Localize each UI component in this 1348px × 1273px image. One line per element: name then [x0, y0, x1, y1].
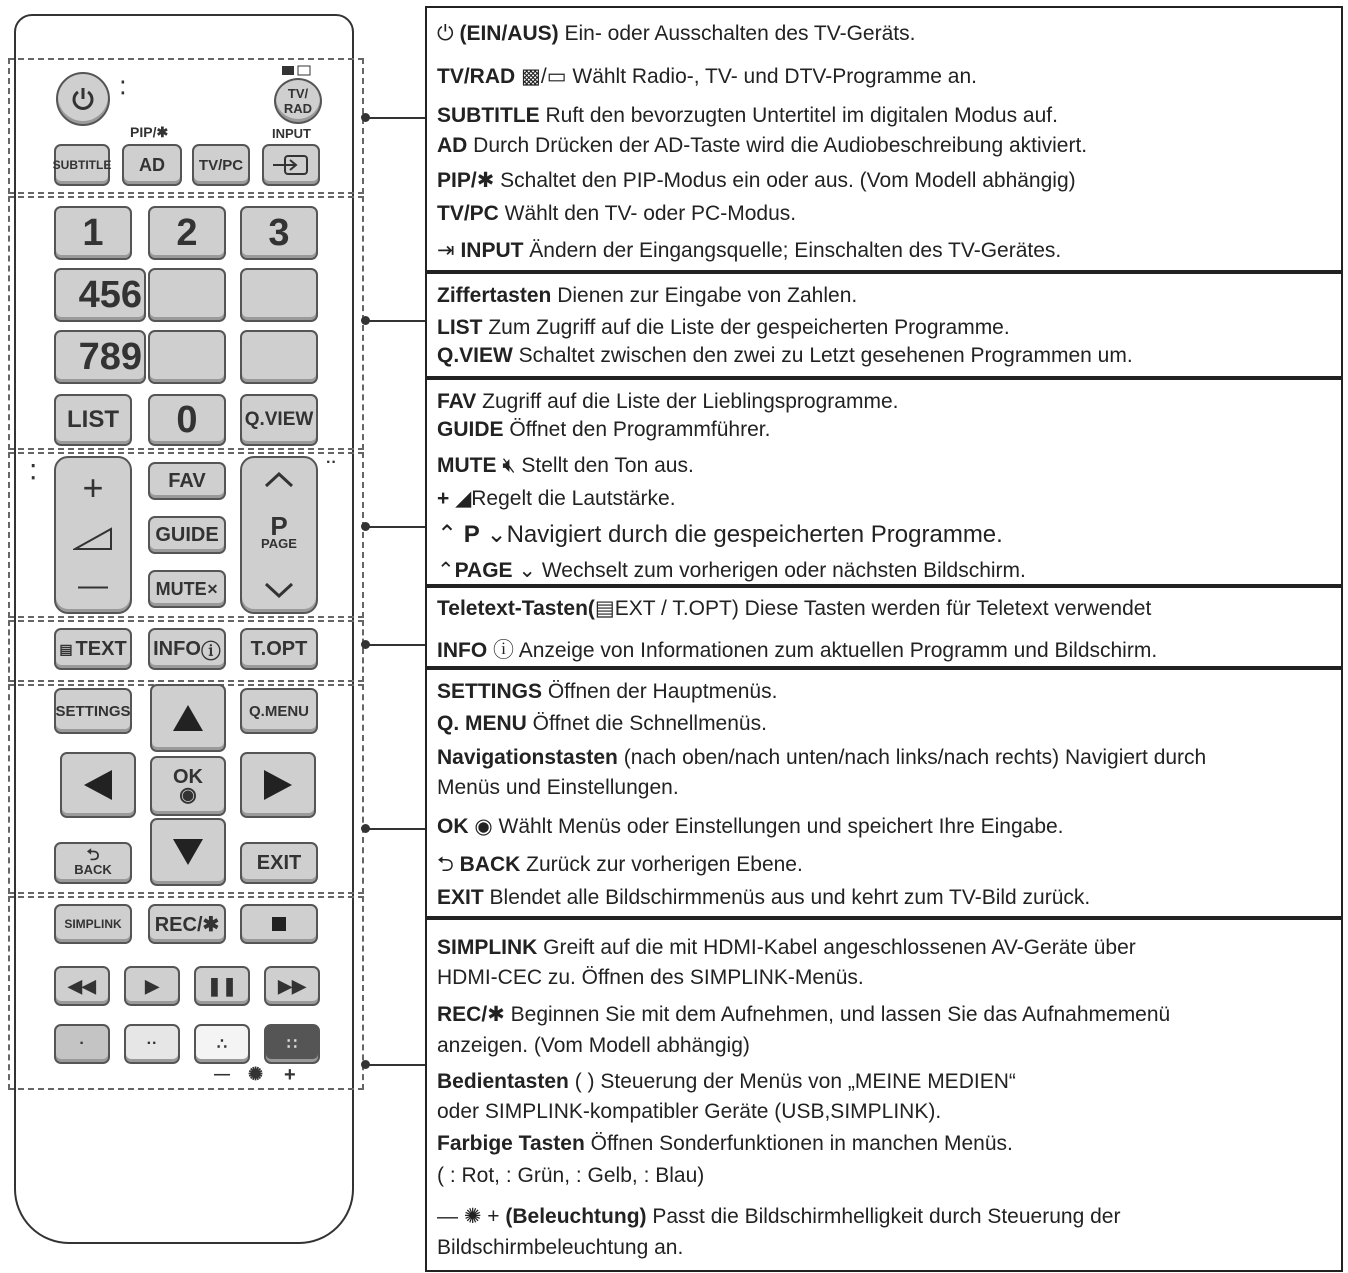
mute-button[interactable]: MUTE ✕	[148, 570, 226, 608]
arrow-left-icon	[82, 768, 114, 802]
mute-icon: 🔇︎	[502, 454, 516, 477]
desc-exit: EXIT Blendet alle Bildschirmmenüs aus und kehrt zum TV-Bild zurück.	[437, 886, 1091, 909]
digits-456-button[interactable]: 456	[54, 268, 146, 322]
tvrad-button[interactable]: TV/ RAD	[274, 78, 322, 124]
back-icon: ⮌	[437, 853, 454, 876]
qview-button[interactable]: Q.VIEW	[240, 394, 318, 446]
desc-ad: AD Durch Drücken der AD-Taste wird die Audiobeschreibung aktiviert.	[437, 134, 1088, 157]
desc-ok: OK ◉ Wählt Menüs oder Einstellungen und speichert Ihre Eingabe.	[437, 815, 1064, 838]
pause-button[interactable]	[194, 966, 250, 1006]
brightness-plus: +	[284, 1064, 296, 1086]
desc-list: LIST Zum Zugriff auf die Liste der gespeicherten Programme.	[437, 316, 1010, 339]
desc-simplink-cont: HDMI-CEC zu. Öffnen des SIMPLINK-Menüs.	[437, 966, 864, 989]
input-icon	[271, 154, 311, 176]
blue-dots-icon: ∷	[286, 1036, 298, 1053]
chevron-up-icon: ⌃	[437, 521, 458, 548]
rewind-icon: ◀◀	[68, 975, 96, 996]
chevron-down-icon: ⌄	[486, 521, 507, 548]
arrow-right-icon	[262, 768, 294, 802]
desc-nav-cont: Menüs und Einstellungen.	[437, 776, 679, 799]
leader-line-4	[366, 644, 426, 646]
desc-teletext: Teletext-Tasten(▤EXT / T.OPT) Diese Tasten werden für Teletext verwendet	[437, 597, 1152, 620]
arrow-up-icon	[171, 703, 205, 733]
brightness-icon: ✺	[248, 1064, 264, 1084]
ok-icon: ◉	[474, 815, 493, 838]
input-button[interactable]	[262, 144, 320, 186]
desc-guide: GUIDE Öffnet den Programmführer.	[437, 418, 771, 441]
desc-box-top	[425, 6, 1343, 272]
page-label: PAGE	[261, 535, 297, 551]
nav-down-button[interactable]	[150, 818, 226, 886]
digits-789-button[interactable]: 789	[54, 330, 146, 384]
text-button[interactable]: ▤ TEXT	[54, 628, 132, 670]
program-p-label: P	[270, 510, 288, 541]
desc-pip: PIP/✱ Schaltet den PIP-Modus ein oder aus. (Vom Modell abhängig)	[437, 169, 1076, 192]
rewind-button[interactable]	[54, 966, 110, 1006]
desc-playback-cont: oder SIMPLINK-kompatibler Geräte (USB,SIMPLINK).	[437, 1100, 942, 1123]
leader-line-6	[366, 1064, 426, 1066]
desc-color: Farbige Tasten Öffnen Sonderfunktionen in manchen Menüs.	[437, 1132, 1013, 1155]
exit-button[interactable]: EXIT	[240, 842, 318, 884]
pause-icon: ❚❚	[206, 975, 238, 996]
desc-box-teletext	[425, 586, 1343, 668]
asterisk-icon: ✱	[487, 1003, 505, 1026]
blank-button-8[interactable]	[148, 330, 226, 384]
desc-subtitle: SUBTITLE Ruft den bevorzugten Untertitel im digitalen Modus auf.	[437, 104, 1058, 127]
guide-button[interactable]: GUIDE	[148, 516, 226, 554]
leader-line-3	[366, 526, 426, 528]
desc-fav: FAV Zugriff auf die Liste der Lieblingsprogramme.	[437, 390, 899, 413]
ok-button[interactable]: OK ◉	[150, 756, 226, 816]
chevron-down-icon	[264, 582, 294, 598]
desc-backlight: — ✺ + (Beleuchtung) Passt die Bildschirmhelligkeit durch Steuerung der	[437, 1205, 1121, 1228]
mute-icon: ✕	[206, 580, 219, 597]
nav-left-button[interactable]	[60, 752, 136, 818]
stop-icon	[272, 917, 286, 931]
ad-button[interactable]: AD	[122, 144, 182, 186]
settings-button[interactable]: SETTINGS	[54, 688, 132, 734]
topt-button[interactable]: T.OPT	[240, 628, 318, 670]
desc-tvrad: TV/RAD ▩/▭ Wählt Radio-, TV- und DTV-Programme an.	[437, 65, 977, 88]
volume-icon: ◢	[455, 487, 472, 510]
digit-2-button[interactable]: 2	[148, 206, 226, 260]
desc-digits: Ziffertasten Dienen zur Eingabe von Zahlen.	[437, 284, 858, 307]
desc-mute: MUTE 🔇︎ Stellt den Ton aus.	[437, 454, 694, 477]
simplink-button[interactable]: SIMPLINK	[54, 904, 132, 944]
desc-box-volume	[425, 378, 1343, 586]
power-dots: ⁚	[120, 78, 126, 98]
teletext-icon: ▤	[59, 640, 73, 657]
info-icon: ⓘ	[493, 639, 515, 662]
desc-tvpc: TV/PC Wählt den TV- oder PC-Modus.	[437, 202, 797, 225]
pip-label: PIP/✱	[130, 124, 169, 140]
power-button[interactable]	[56, 72, 110, 126]
back-icon: ⮌	[86, 847, 100, 864]
rec-button[interactable]: REC/✱	[148, 904, 226, 944]
leader-line-2	[366, 320, 426, 322]
blank-button-9[interactable]	[240, 330, 318, 384]
yellow-button[interactable]	[194, 1024, 250, 1064]
nav-right-button[interactable]	[240, 752, 316, 818]
fav-button[interactable]: FAV	[148, 462, 226, 500]
info-icon: ⓘ	[200, 640, 221, 663]
desc-box-numbers	[425, 272, 1343, 378]
teletext-icon: ▤	[594, 597, 615, 620]
desc-power: ⏻ (EIN/AUS) Ein- oder Ausschalten des TV-Geräts.	[437, 22, 916, 45]
desc-rec: REC/✱ Beginnen Sie mit dem Aufnehmen, und lassen Sie das Aufnahmemenü	[437, 1003, 1171, 1026]
program-rocker[interactable]	[240, 456, 318, 614]
fastforward-button[interactable]	[264, 966, 320, 1006]
desc-settings: SETTINGS Öffnen der Hauptmenüs.	[437, 680, 778, 703]
chevron-up-icon	[264, 472, 294, 488]
power-icon	[70, 86, 96, 112]
digit-1-button[interactable]: 1	[54, 206, 132, 260]
ok-icon: ◉	[179, 784, 197, 806]
desc-volume: + ◢Regelt die Lautstärke.	[437, 487, 676, 510]
desc-color-cont: ( : Rot, : Grün, : Gelb, : Blau)	[437, 1164, 705, 1187]
power-icon: ⏻	[437, 22, 454, 45]
green-button[interactable]	[124, 1024, 180, 1064]
red-dot-icon: ·	[79, 1035, 85, 1052]
desc-nav: Navigationstasten (nach oben/nach unten/nach links/nach rechts) Navigiert durch	[437, 746, 1207, 769]
nav-up-button[interactable]	[150, 684, 226, 752]
desc-page: ⌃PAGE ⌄ Wechselt zum vorherigen oder nächsten Bildschirm.	[437, 559, 1026, 582]
digit-3-button[interactable]: 3	[240, 206, 318, 260]
desc-input: ⇥ INPUT Ändern der Eingangsquelle; Einschalten des TV-Gerätes.	[437, 239, 1062, 262]
yellow-dots-icon: ∴	[216, 1036, 228, 1053]
blue-button[interactable]	[264, 1024, 320, 1064]
desc-info: INFO ⓘ Anzeige von Informationen zum aktuellen Programm und Bildschirm.	[437, 639, 1158, 662]
blank-button-5[interactable]	[148, 268, 226, 322]
desc-program: ⌃ P ⌄Navigiert durch die gespeicherten Programme.	[437, 521, 1003, 548]
qmenu-button[interactable]: Q.MENU	[240, 688, 318, 734]
input-label: INPUT	[272, 126, 311, 141]
fastforward-icon: ▶▶	[278, 975, 306, 996]
green-dots-icon: ··	[146, 1035, 158, 1052]
tv-radio-icon	[282, 64, 318, 76]
desc-box-media	[425, 918, 1343, 1272]
desc-qmenu: Q. MENU Öffnet die Schnellmenüs.	[437, 712, 767, 735]
volume-minus-icon: —	[78, 569, 108, 602]
desc-qview: Q.VIEW Schaltet zwischen den zwei zu Letzt gesehenen Programmen um.	[437, 344, 1133, 367]
asterisk-icon: ✱	[476, 169, 495, 192]
leader-line-1	[366, 117, 426, 119]
back-button[interactable]: ⮌ BACK	[54, 842, 132, 884]
desc-playback: Bedientasten ( ) Steuerung der Menüs von „MEINE MEDIEN“	[437, 1070, 1016, 1093]
info-button[interactable]: INFO ⓘ	[148, 628, 226, 670]
play-icon: ▶	[145, 975, 159, 996]
desc-back: ⮌ BACK Zurück zur vorherigen Ebene.	[437, 853, 803, 876]
desc-simplink: SIMPLINK Greift auf die mit HDMI-Kabel angeschlossenen AV-Geräte über	[437, 936, 1136, 959]
tv-radio-icon: ▩/▭	[521, 65, 567, 88]
volume-dots: ⁚	[30, 462, 37, 484]
brightness-icon: — ✺ +	[437, 1205, 500, 1228]
volume-icon	[73, 527, 113, 551]
digit-0-button[interactable]: 0	[148, 394, 226, 446]
leader-line-5	[366, 828, 426, 830]
program-dots: ··	[326, 454, 337, 471]
desc-backlight-cont: Bildschirmbeleuchtung an.	[437, 1236, 684, 1259]
brightness-minus: —	[214, 1066, 230, 1083]
red-button[interactable]	[54, 1024, 110, 1064]
volume-rocker[interactable]	[54, 456, 132, 614]
volume-plus-icon: +	[82, 467, 104, 508]
blank-button-6[interactable]	[240, 268, 318, 322]
desc-rec-cont: anzeigen. (Vom Modell abhängig)	[437, 1034, 750, 1057]
input-icon: ⇥	[437, 239, 455, 262]
chevron-down-icon: ⌄	[518, 559, 537, 582]
chevron-up-icon: ⌃	[437, 559, 455, 582]
stop-button[interactable]	[240, 904, 318, 944]
desc-box-navigation	[425, 668, 1343, 918]
list-button[interactable]: LIST	[54, 394, 132, 446]
arrow-down-icon	[171, 837, 205, 867]
play-button[interactable]	[124, 966, 180, 1006]
subtitle-button[interactable]: SUBTITLE	[54, 144, 110, 186]
tvpc-button[interactable]: TV/PC	[192, 144, 250, 186]
